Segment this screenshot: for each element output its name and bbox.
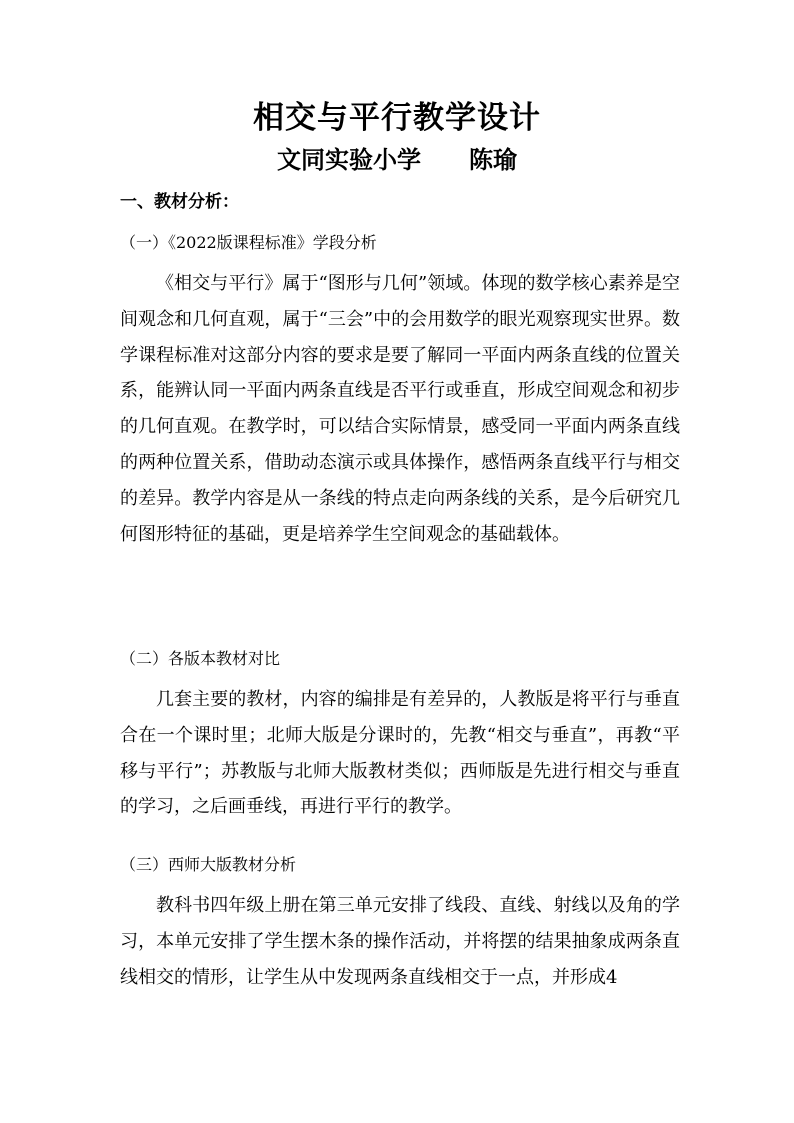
section-heading-textbook-analysis: 一、教材分析： bbox=[120, 192, 239, 212]
document-title: 相交与平行教学设计 bbox=[253, 100, 541, 136]
paragraph-curriculum-standard: 《相交与平行》属于“图形与几何”领域。体现的数学核心素养是空间观念和几何直观，属于“三会”中的会用数学的眼光观察现实世界。数学课程标准对这部分内容的要求是要了解同一平面内两条直线的位置关系，能辨认同一平面内两条直线是否平行或垂直，形成空间观念和初步的几何直观。在教学时，可以结合实际情景，感受同一平面内两条直线的两种位置关系，借助动态演示或具体操作，感悟两条直线平行与相交的差异。教学内容是从一条线的特点走向两条线的关系，是今后研究几何图形特征的基础，更是培养学生空间观念的基础载体。 bbox=[120, 273, 680, 545]
subsection-heading-xishi-analysis: （三）西师大版教材分析 bbox=[120, 855, 297, 874]
subsection-heading-textbook-comparison: （二）各版本教材对比 bbox=[120, 649, 281, 668]
paragraph-xishi-analysis: 教科书四年级上册在第三单元安排了线段、直线、射线以及角的学习，本单元安排了学生摆木条的操作活动，并将摆的结果抽象成两条直线相交的情形，让学生从中发现两条直线相交于一点，并形成4 bbox=[120, 895, 680, 988]
paragraph-textbook-comparison: 几套主要的教材，内容的编排是有差异的，人教版是将平行与垂直合在一个课时里；北师大版是分课时的，先教“相交与垂直”，再教“平移与平行”；苏教版与北师大版教材类似；西师版是先进行相交与垂直的学习，之后画垂线，再进行平行的教学。 bbox=[120, 689, 680, 818]
author-line: 文同实验小学 陈瑜 bbox=[277, 145, 517, 174]
subsection-heading-curriculum-standard: （一）《2022版课程标准》学段分析 bbox=[120, 233, 377, 252]
